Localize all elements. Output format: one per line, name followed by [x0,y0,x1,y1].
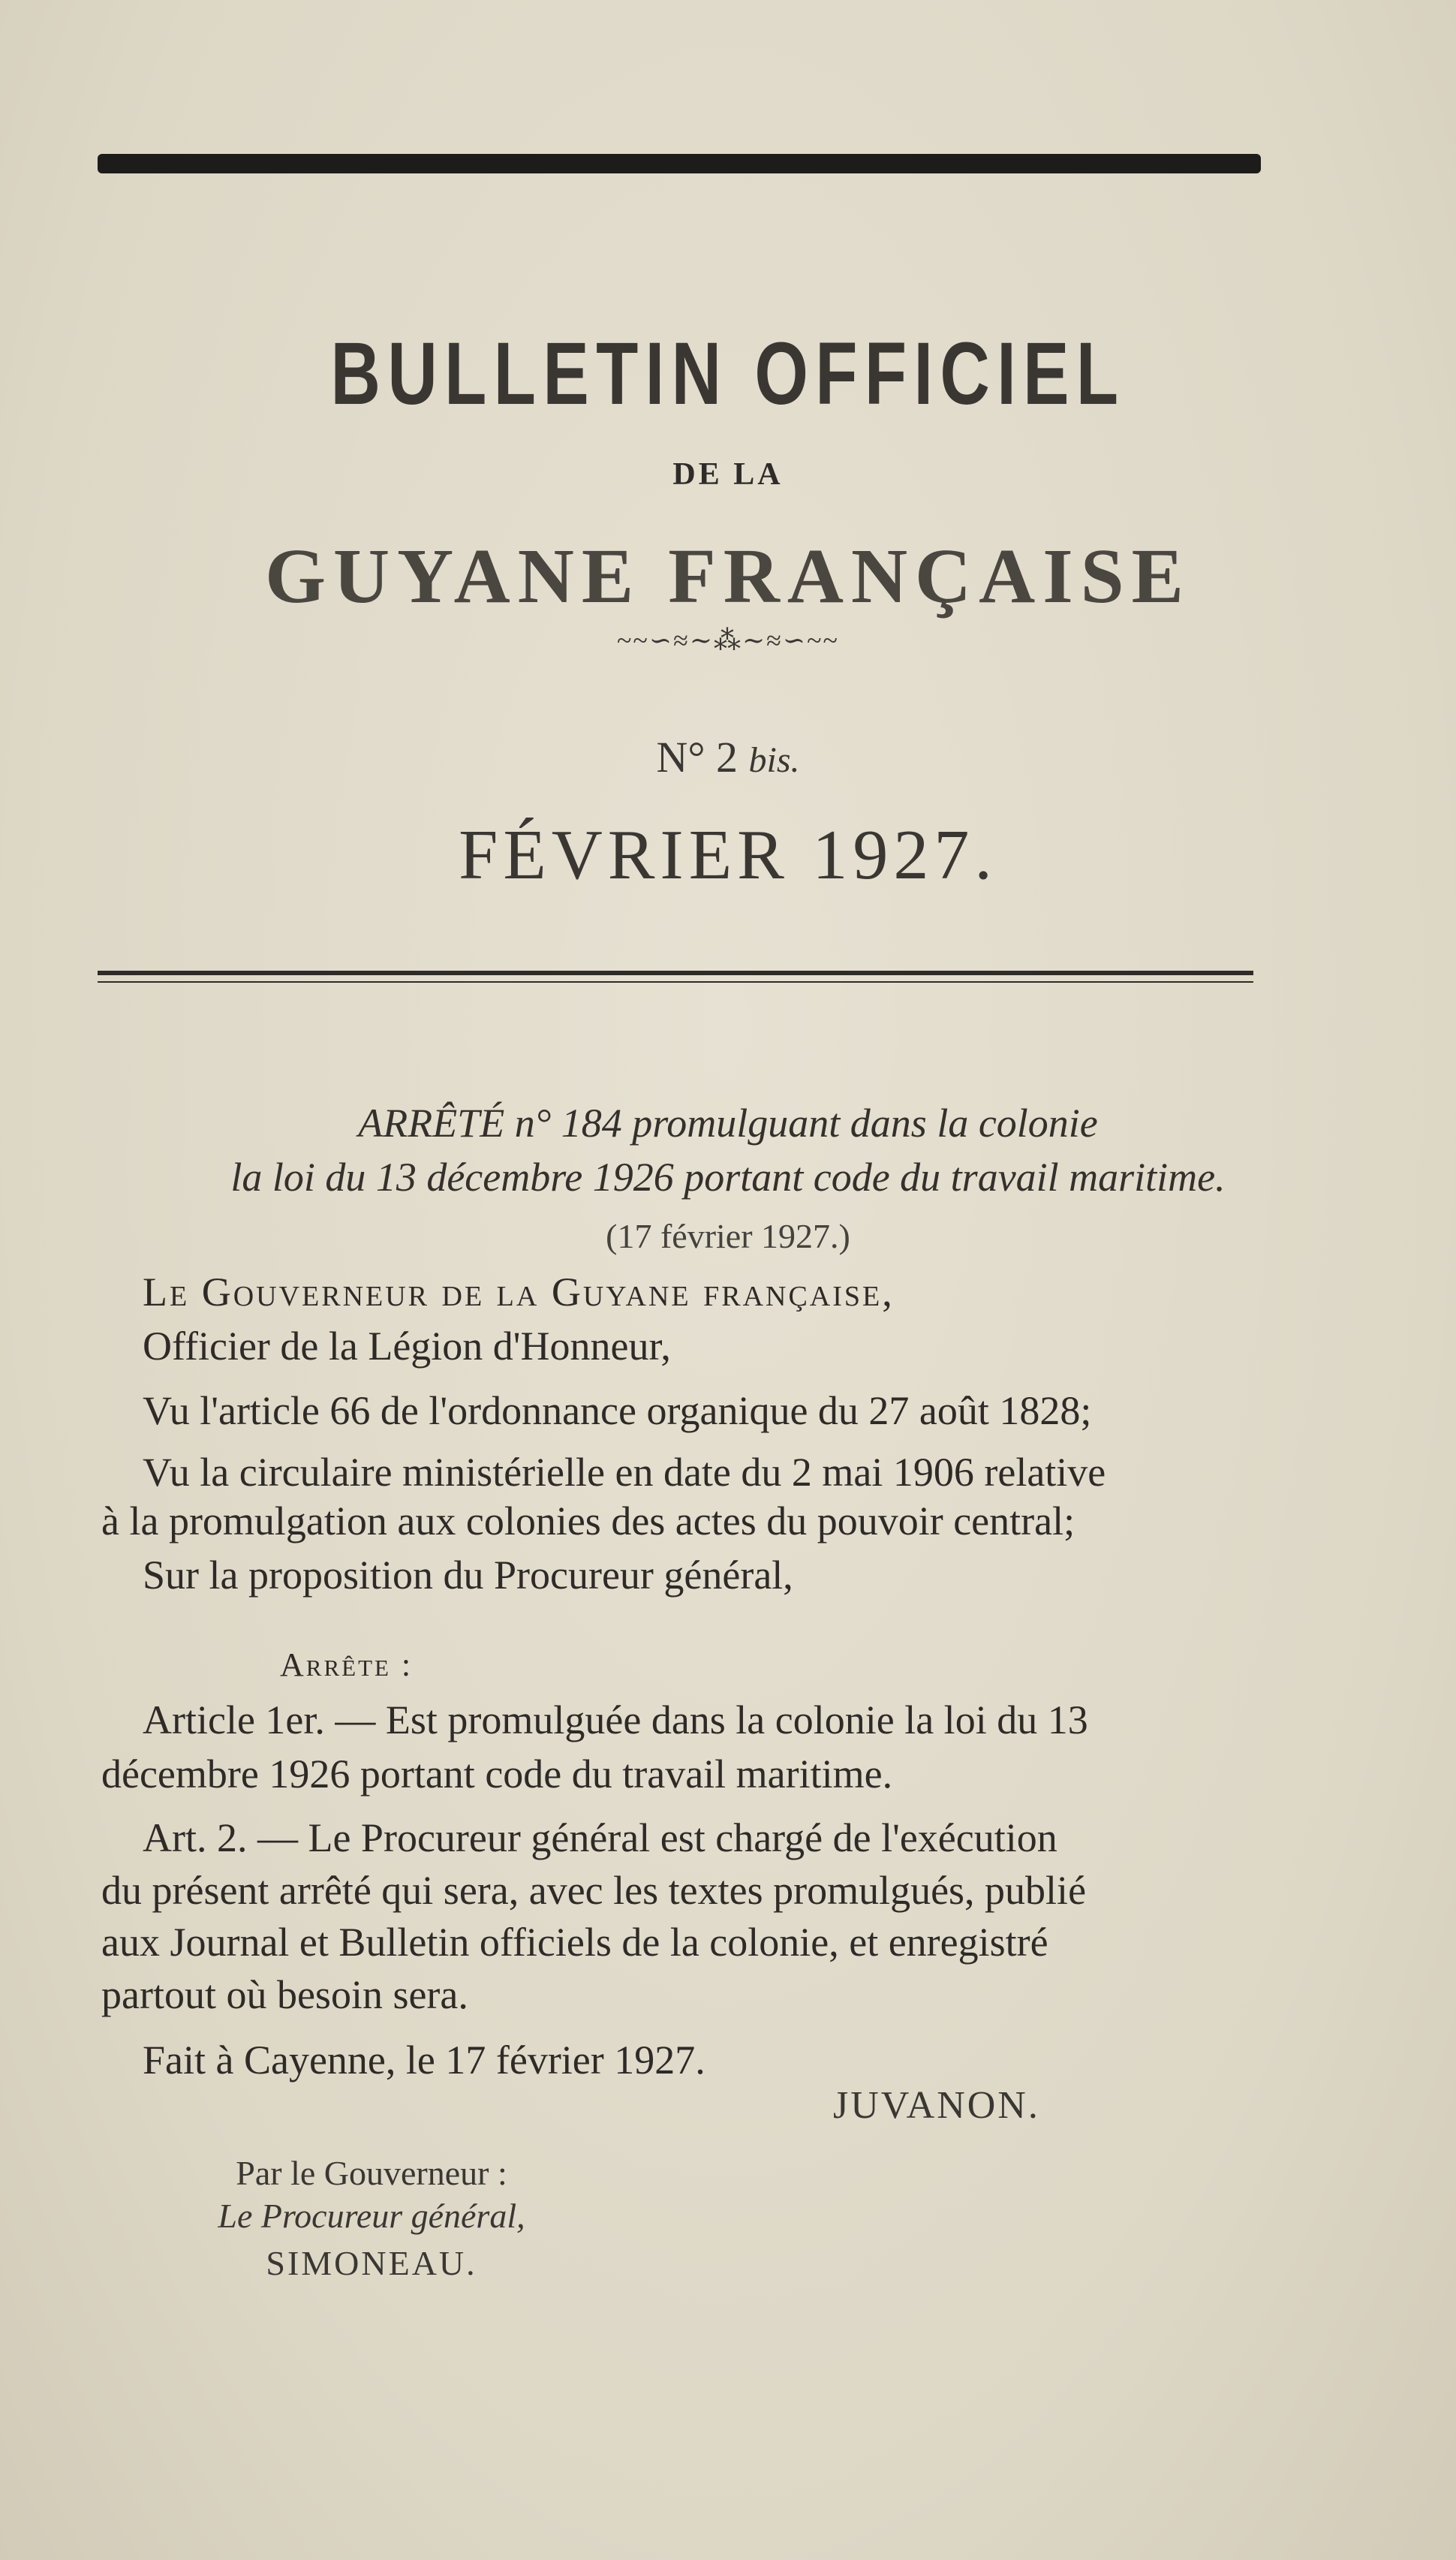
masthead-de-la: DE LA [672,457,784,492]
issue-number [0,732,1456,782]
text-line: Fait à Cayenne, le 17 février 1927. [143,2037,705,2083]
text-line: Art. 2. — Le Procureur général est chargé de l'exécution [143,1815,1057,1860]
text-line-arrete: Arrête : [280,1646,414,1683]
text-line: Le Gouverneur de la Guyane française, [143,1269,895,1315]
arrete-date: (17 février 1927.) [606,1217,850,1255]
text-line: décembre 1926 portant code du travail maritime. [101,1751,893,1797]
section-rule-thin [98,981,1253,983]
arrete-title-line1: ARRÊTÉ n° 184 promulguant dans la colonie [358,1101,1098,1146]
text-line: Article 1er. — Est promulguée dans la colonie la loi du 13 [143,1697,1088,1742]
text-line: Officier de la Légion d'Honneur, [143,1324,671,1369]
text-line: à la promulgation aux colonies des actes du pouvoir central; [101,1498,1075,1544]
text-line: Sur la proposition du Procureur général, [143,1553,793,1598]
text-line: partout où besoin sera. [101,1972,468,2017]
par-le-gouverneur: Par le Gouverneur : [236,2154,507,2192]
masthead-colony: GUYANE FRANÇAISE [265,533,1191,619]
signature-governor: JUVANON. [833,2084,1040,2127]
text-line: aux Journal et Bulletin officiels de la colonie, et enregistré [101,1920,1048,1965]
section-rule-thick [98,971,1253,975]
issue-suffix: bis. [748,740,800,780]
signature-procureur: SIMONEAU. [266,2244,477,2282]
top-rule [98,154,1261,173]
text-line: Vu la circulaire ministérielle en date du 2 mai 1906 relative [143,1450,1106,1495]
procureur-title: Le Procureur général, [218,2197,525,2235]
ornament-divider: ~~∽≈∼⁂∼≈∽~~ [616,625,840,655]
text-line: du présent arrêté qui sera, avec les textes promulgués, publié [101,1868,1087,1913]
masthead-title: BULLETIN OFFICIEL [330,324,1126,423]
text-line: Vu l'article 66 de l'ordonnance organique du 27 août 1828; [143,1388,1092,1433]
arrete-title-line2: la loi du 13 décembre 1926 portant code du travail maritime. [230,1155,1226,1200]
issue-no: N° 2 [656,733,739,782]
issue-month: FÉVRIER 1927. [459,816,997,894]
